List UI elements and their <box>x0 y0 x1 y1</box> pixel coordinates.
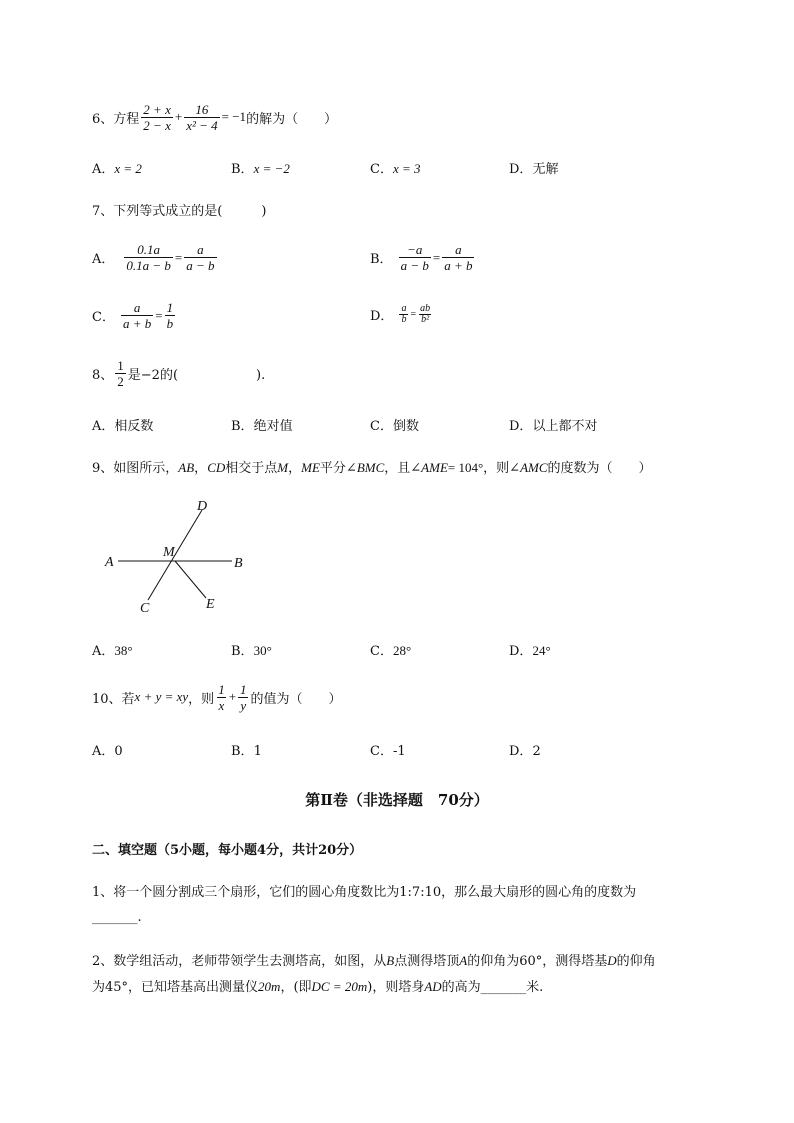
fill2-text: 的高为_______米. <box>441 980 544 995</box>
denominator: 0.1a − b <box>126 258 171 273</box>
option-letter: A． <box>92 419 115 434</box>
q9-point-m: M <box>277 460 289 475</box>
label-e: E <box>206 597 215 612</box>
q9-stem-text: 平分∠ <box>319 461 357 476</box>
q9-option-c <box>370 640 411 659</box>
q10-option-c <box>370 740 406 759</box>
option-letter: D． <box>509 419 533 434</box>
fill2-text: ，(即 <box>280 980 312 995</box>
point-d: D <box>607 953 617 968</box>
fill2-text: 点测得塔顶 <box>394 954 460 969</box>
option-letter: C． <box>370 162 393 177</box>
label-b: B <box>234 556 243 571</box>
denominator: b² <box>421 314 430 325</box>
denominator: x <box>218 697 225 713</box>
q6-option-b <box>231 158 290 177</box>
q7-option-a <box>92 242 219 273</box>
fill2-text: 的仰角为60°，测得塔基 <box>467 954 608 969</box>
numerator: 1 <box>166 300 174 315</box>
option-text: 2 <box>532 744 541 759</box>
option-letter: C． <box>370 419 393 434</box>
label-c: C <box>140 601 150 616</box>
equals-sign: = <box>432 249 441 265</box>
q10-stem-text: ，则 <box>188 691 215 707</box>
q6-frac2-numerator: 16 <box>195 101 209 117</box>
separator: ， <box>288 461 302 476</box>
numerator: −a <box>407 242 423 257</box>
option-letter: B． <box>231 744 254 759</box>
q8-option-c <box>370 415 419 434</box>
option-text: 30° <box>253 643 272 658</box>
numerator: ab <box>420 303 431 314</box>
equals-sign: = <box>174 249 183 265</box>
option-text: 28° <box>392 643 412 658</box>
q6-number: 6、 <box>92 111 114 127</box>
dc-equation: DC = 20m <box>311 979 368 994</box>
q9-stem <box>92 457 652 476</box>
option-letter: C． <box>370 644 393 659</box>
denominator: a + b <box>122 316 152 331</box>
option-letter: C． <box>370 744 393 759</box>
q6-stem <box>92 100 337 134</box>
q9-stem-text: = 104°，则∠ <box>447 460 521 475</box>
option-text: 24° <box>532 643 551 658</box>
q8-option-b <box>231 415 293 434</box>
q8-fraction <box>115 358 126 389</box>
option-text: 38° <box>114 643 133 658</box>
q8-suffix: 是−2的( ). <box>127 368 266 383</box>
q6-option-d <box>509 158 558 177</box>
q7b-left-fraction <box>399 242 431 273</box>
separator: ， <box>194 461 208 476</box>
q6-rhs: = −1 <box>221 109 247 124</box>
option-letter: A． <box>92 162 115 177</box>
fill2-text: )，则塔身 <box>367 980 425 995</box>
q6-option-c <box>370 158 421 177</box>
fill-in-heading: 二、填空题（5小题，每小题4分，共计20分） <box>92 843 363 858</box>
option-letter: B． <box>231 419 254 434</box>
q8-option-a <box>92 415 153 434</box>
q10-condition: x + y = xy <box>134 689 189 704</box>
point-b: B <box>386 953 395 968</box>
q6-frac2-denominator: x² − 4 <box>186 117 218 133</box>
q7a-left-fraction <box>124 242 173 273</box>
option-letter: A． <box>92 644 115 659</box>
fill2-text: 为45°，已知塔基高出测量仪 <box>92 980 259 995</box>
q10-number: 10、若 <box>92 691 135 707</box>
option-letter: A． <box>92 252 115 267</box>
q7d-right-fraction <box>418 304 432 325</box>
q7c-right-fraction <box>165 300 176 331</box>
option-letter: B． <box>231 644 254 659</box>
q6-fraction-1 <box>141 102 173 133</box>
q7-stem: 7、下列等式成立的是( ) <box>92 204 267 219</box>
option-letter: D． <box>509 162 533 177</box>
option-letter: D． <box>370 309 394 324</box>
numerator: 1 <box>218 681 225 697</box>
option-text: 无解 <box>532 162 559 177</box>
denominator: a + b <box>444 258 473 273</box>
q10-suffix: 的值为（ ） <box>250 691 342 707</box>
numerator: a <box>133 300 141 315</box>
q6-prefix: 方程 <box>113 111 140 127</box>
q10-option-d <box>509 740 541 759</box>
fill2-line1 <box>92 950 656 969</box>
numerator: 1 <box>117 358 124 373</box>
numerator: 1 <box>240 681 247 697</box>
label-m: M <box>163 545 175 560</box>
q9-stem-text: ，且∠ <box>384 461 422 476</box>
option-text: -1 <box>392 744 406 759</box>
q6-frac1-denominator: 2 − x <box>143 117 171 133</box>
denominator: a − b <box>400 258 429 273</box>
denominator: y <box>240 697 247 713</box>
numerator: a <box>401 303 407 314</box>
option-letter: B． <box>370 252 393 267</box>
numerator: a <box>197 242 204 257</box>
q9-stem-text: 9、如图所示， <box>92 461 179 476</box>
option-text: 相反数 <box>114 419 154 434</box>
fill1-line1: 1、将一个圆分割成三个扇形，它们的圆心角度数比为1:7:10，那么最大扇形的圆心角的度数为 <box>92 885 637 900</box>
q6-fraction-2 <box>184 102 219 133</box>
option-text: x = 2 <box>114 161 142 176</box>
q10-fraction-2 <box>238 682 249 713</box>
section-2-title: 第Ⅱ卷（非选择题 70分） <box>305 791 489 809</box>
q9-figure <box>100 490 260 620</box>
equals-sign: = <box>155 307 163 323</box>
option-text: 倒数 <box>392 419 419 434</box>
q7a-right-fraction <box>184 242 216 273</box>
equals-sign: = <box>410 309 417 320</box>
option-text: x = −2 <box>253 161 290 176</box>
q7c-left-fraction <box>121 300 153 331</box>
q6-option-a <box>92 158 142 177</box>
line-cd <box>148 510 202 600</box>
label-d: D <box>197 499 208 514</box>
q9-angle-bmc: BMC <box>356 460 385 475</box>
point-a: A <box>459 953 468 968</box>
q9-line-cd: CD <box>207 460 226 475</box>
height-value: 20m <box>258 979 281 994</box>
q9-option-a <box>92 640 133 659</box>
q8-number: 8、 <box>92 368 114 383</box>
q7-option-d <box>370 304 434 325</box>
q9-stem-text: 的度数为（ ） <box>547 461 652 476</box>
option-letter: D． <box>509 644 533 659</box>
q10-option-a <box>92 740 123 759</box>
q7-option-c <box>92 300 177 331</box>
q9-angle-ame: AME <box>421 460 448 475</box>
q7b-right-fraction <box>442 242 474 273</box>
q9-line-ab: AB <box>178 460 195 475</box>
plus-sign: + <box>228 689 237 704</box>
option-text: 绝对值 <box>253 419 293 434</box>
fill2-line2 <box>92 976 543 995</box>
fill2-text: 的仰角 <box>616 954 656 969</box>
q6-frac1-numerator: 2 + x <box>143 101 171 117</box>
option-letter: B． <box>231 162 254 177</box>
q7d-left-fraction <box>399 304 408 325</box>
q9-stem-text: 相交于点 <box>225 461 278 476</box>
option-text: 1 <box>253 744 262 759</box>
denominator: b <box>401 314 407 325</box>
fill1-line2: _______. <box>92 910 142 925</box>
q6-plus: + <box>174 109 183 124</box>
q10-stem <box>92 680 342 714</box>
q9-option-d <box>509 640 551 659</box>
q10-fraction-1 <box>216 682 227 713</box>
denominator: b <box>166 316 174 331</box>
fill2-text: 2、数学组活动，老师带领学生去测塔高，如图，从 <box>92 954 387 969</box>
option-letter: D． <box>509 744 533 759</box>
ray-me <box>175 561 206 598</box>
option-letter: A． <box>92 744 115 759</box>
numerator: 0.1a <box>137 242 161 257</box>
option-text: 以上都不对 <box>532 419 598 434</box>
denominator: a − b <box>186 258 215 273</box>
option-text: x = 3 <box>392 161 421 176</box>
q10-option-b <box>231 740 262 759</box>
q6-suffix: 的解为（ ） <box>246 111 338 127</box>
denominator: 2 <box>117 374 124 389</box>
numerator: a <box>455 242 462 257</box>
q8-option-d <box>509 415 597 434</box>
label-a: A <box>105 555 114 570</box>
option-text: 0 <box>114 744 123 759</box>
q7-option-b <box>370 242 476 273</box>
option-letter: C． <box>92 310 115 325</box>
q9-angle-amc: AMC <box>520 460 548 475</box>
q9-ray-me: ME <box>301 460 320 475</box>
segment-ad: AD <box>424 979 442 994</box>
q8-stem <box>92 358 265 389</box>
q9-option-b <box>231 640 272 659</box>
